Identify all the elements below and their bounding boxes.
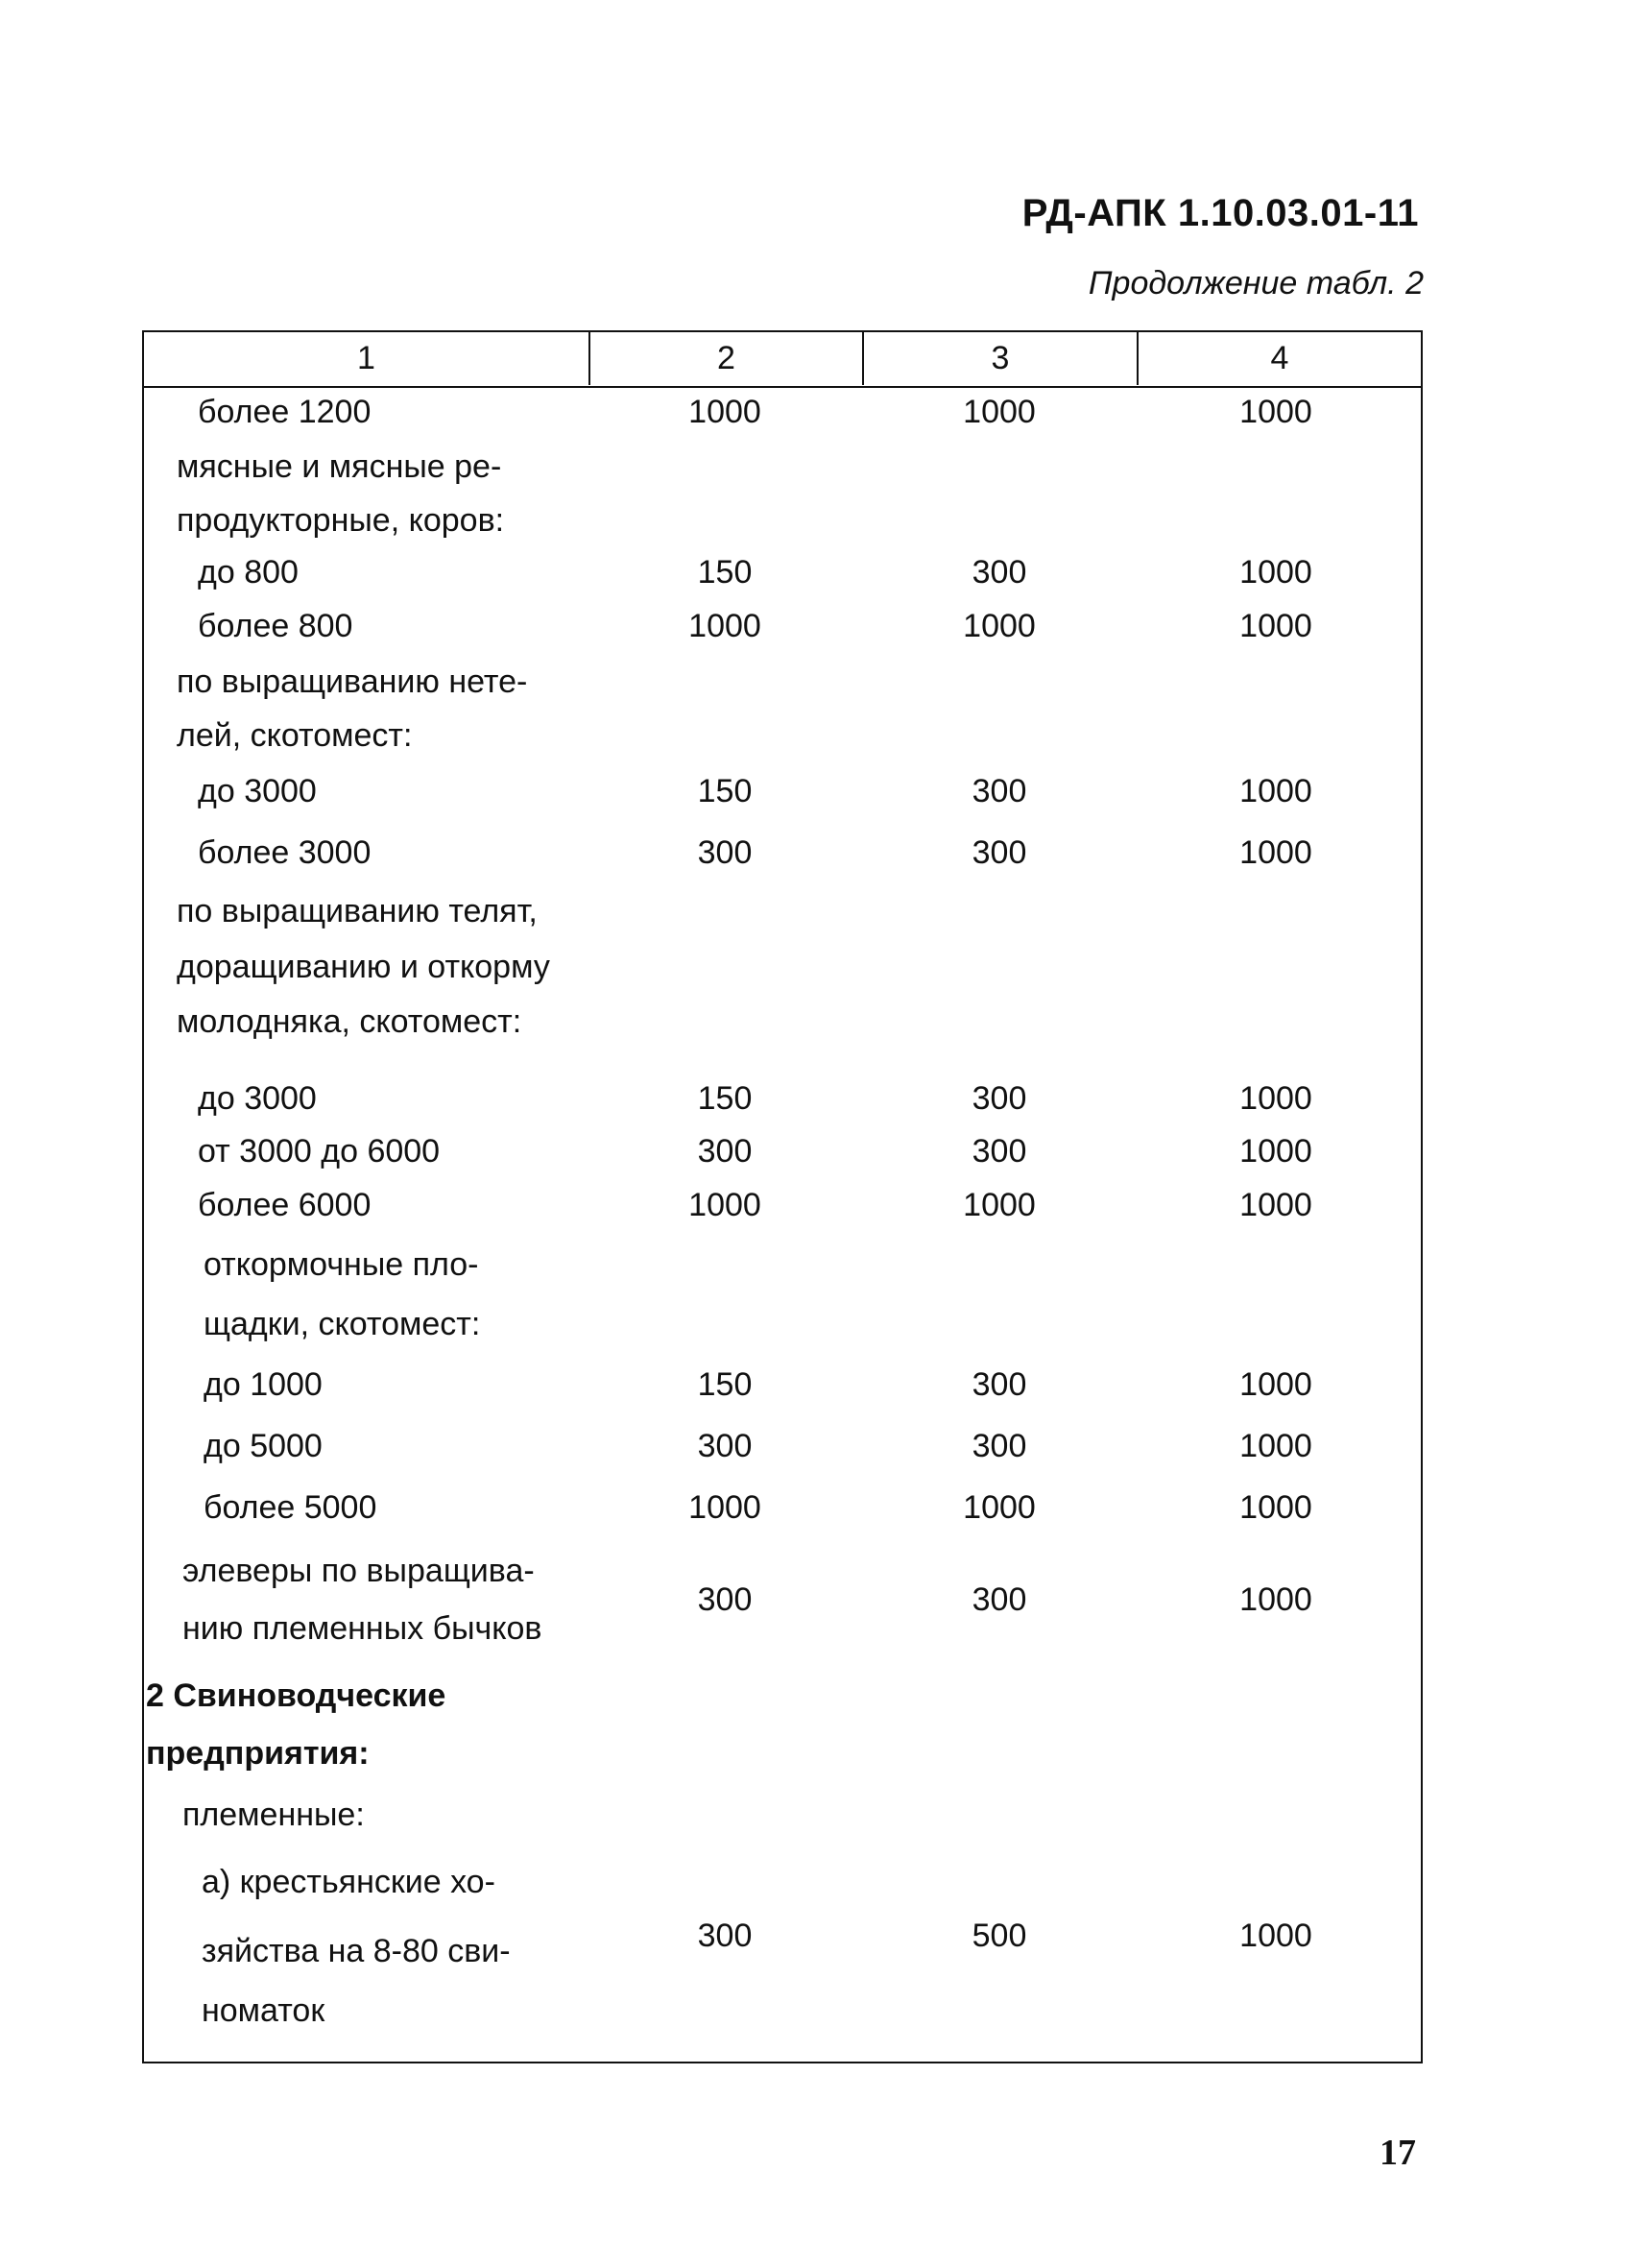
table-header-row <box>144 332 1421 388</box>
cell-col-2: 150 <box>697 1080 753 1117</box>
row-label: до 1000 <box>204 1366 323 1403</box>
column-header-1: 1 <box>357 340 375 376</box>
row-label: по выращиванию телят, <box>177 893 538 929</box>
column-header-4: 4 <box>1137 332 1421 385</box>
row-label: мясные и мясные ре- <box>177 448 502 485</box>
cell-col-3: 300 <box>972 773 1027 809</box>
cell-col-3: 300 <box>972 1133 1027 1170</box>
row-label: лей, скотомест: <box>177 717 413 754</box>
cell-col-3: 1000 <box>963 1489 1036 1526</box>
row-label: до 800 <box>198 554 299 591</box>
merged-cell-col-2: 300 <box>697 1581 753 1618</box>
row-label: до 5000 <box>204 1428 323 1464</box>
cell-col-4: 1000 <box>1239 394 1312 430</box>
row-label: более 6000 <box>198 1187 372 1223</box>
cell-col-3: 300 <box>972 1428 1027 1464</box>
row-label: продукторные, коров: <box>177 502 505 539</box>
cell-col-4: 1000 <box>1239 608 1312 644</box>
cell-col-3: 300 <box>972 554 1027 591</box>
merged-cell-col-3: 500 <box>972 1918 1027 1954</box>
cell-col-4: 1000 <box>1239 773 1312 809</box>
merged-cell-col-4: 1000 <box>1239 1918 1312 1954</box>
cell-col-3: 1000 <box>963 394 1036 430</box>
cell-col-2: 1000 <box>688 1187 761 1223</box>
row-label: предприятия: <box>146 1735 370 1772</box>
cell-col-2: 150 <box>697 554 753 591</box>
cell-col-4: 1000 <box>1239 1187 1312 1223</box>
column-header-3: 3 <box>862 332 1137 385</box>
cell-col-2: 150 <box>697 1366 753 1403</box>
cell-col-4: 1000 <box>1239 1366 1312 1403</box>
row-label: племенные: <box>182 1797 365 1833</box>
row-label: откормочные пло- <box>204 1246 479 1283</box>
row-label: номаток <box>202 1992 325 2029</box>
row-label: молодняка, скотомест: <box>177 1003 522 1040</box>
merged-cell-col-2: 300 <box>697 1918 753 1954</box>
cell-col-3: 300 <box>972 834 1027 871</box>
cell-col-4: 1000 <box>1239 1133 1312 1170</box>
page-number: 17 <box>1380 2133 1416 2173</box>
cell-col-2: 300 <box>697 1428 753 1464</box>
cell-col-3: 300 <box>972 1080 1027 1117</box>
table-body <box>144 388 1421 2062</box>
merged-cell-col-4: 1000 <box>1239 1581 1312 1618</box>
cell-col-3: 300 <box>972 1366 1027 1403</box>
cell-col-4: 1000 <box>1239 1489 1312 1526</box>
merged-cell-col-3: 300 <box>972 1581 1027 1618</box>
cell-col-2: 1000 <box>688 394 761 430</box>
row-label: от 3000 до 6000 <box>198 1133 441 1170</box>
row-label: по выращиванию нете- <box>177 664 528 700</box>
row-label: более 800 <box>198 608 353 644</box>
document-code: РД-АПК 1.10.03.01-11 <box>1021 192 1419 234</box>
row-label: более 5000 <box>204 1489 377 1526</box>
norms-table <box>142 330 1423 2063</box>
row-label: щадки, скотомест: <box>204 1306 481 1342</box>
cell-col-2: 300 <box>697 834 753 871</box>
row-label: доращиванию и откорму <box>177 949 550 985</box>
cell-col-2: 300 <box>697 1133 753 1170</box>
cell-col-4: 1000 <box>1239 1080 1312 1117</box>
row-label: а) крестьянские хо- <box>202 1864 495 1900</box>
cell-col-3: 1000 <box>963 608 1036 644</box>
cell-col-4: 1000 <box>1239 834 1312 871</box>
table-continuation-caption: Продолжение табл. 2 <box>1088 265 1424 302</box>
cell-col-2: 1000 <box>688 608 761 644</box>
cell-col-3: 1000 <box>963 1187 1036 1223</box>
cell-col-2: 1000 <box>688 1489 761 1526</box>
row-label: более 1200 <box>198 394 372 430</box>
cell-col-4: 1000 <box>1239 554 1312 591</box>
cell-col-4: 1000 <box>1239 1428 1312 1464</box>
row-label: элеверы по выращива- <box>182 1553 535 1589</box>
row-label: более 3000 <box>198 834 372 871</box>
row-label: нию племенных бычков <box>182 1610 542 1647</box>
row-label: до 3000 <box>198 773 317 809</box>
column-header-2: 2 <box>588 332 862 385</box>
cell-col-2: 150 <box>697 773 753 809</box>
row-label: до 3000 <box>198 1080 317 1117</box>
row-label: 2 Свиноводческие <box>146 1677 446 1714</box>
row-label: зяйства на 8-80 сви- <box>202 1933 511 1969</box>
